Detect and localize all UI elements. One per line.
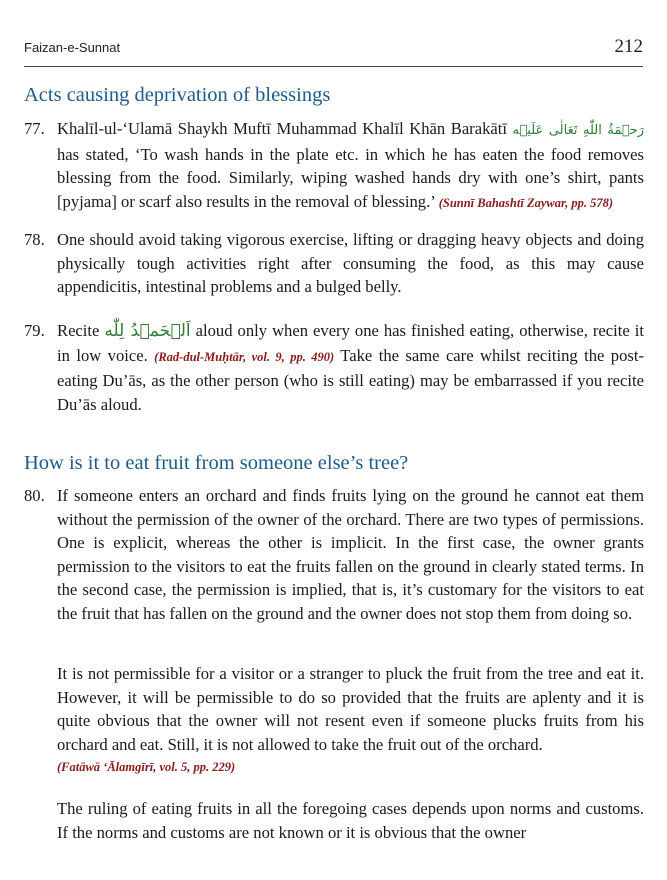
reference-citation: (Fatāwā ‘Ālamgīrī, vol. 5, pp. 229)	[57, 760, 236, 774]
item-number: 80.	[24, 486, 45, 505]
item-text: If someone enters an orchard and finds fruits lying on the ground he cannot eat them without the permission of the owner of the orchard. There are two types of permissions. One is explicit, whereas the other is implicit. In the first case, the owner grants permission to the visitors to eat the fruits fallen on the ground in clearly stated terms. In the second case, the permission is implied, that is, it’s customary for the visitors to eat the fruit that has fallen on the ground and the owner does not stop them from doing so.	[57, 486, 644, 623]
arabic-invocation: رَحۡمَةُ اللّٰهِ تَعَالٰی عَلَیۡه	[512, 123, 644, 138]
item-text: One should avoid taking vigorous exercise, lifting or dragging heavy objects and doing physically tough activities right after consuming the food, as this may cause appendicitis, intestinal problems and a bulged belly.	[57, 230, 644, 296]
section-heading-blessings: Acts causing deprivation of blessings	[24, 84, 331, 106]
item-number: 77.	[24, 119, 45, 138]
list-item-77	[24, 117, 644, 215]
reference-citation: (Rad-dul-Muḥtār, vol. 9, pp. 490)	[154, 349, 335, 364]
item-number: 79.	[24, 321, 45, 340]
header-divider	[24, 66, 643, 67]
item-number: 78.	[24, 230, 45, 249]
list-item-78	[24, 228, 644, 299]
reference-citation: (Sunnī Bahashtī Zaywar, pp. 578)	[438, 195, 614, 210]
item-text: Khalīl-ul-‘Ulamā Shaykh Muftī Muhammad Khalīl Khān Barakātī رَحۡمَةُ اللّٰهِ تَعَالٰی عَلَیۡه has stated, ‘To wash hands in the plate etc. in which he has eaten the food removes blessing from the food. Similarly, wiping washed hands dry with one’s shirt, pants [pyjama] or scarf also results in the removal of blessing.’ (Sunnī Bahashtī Zaywar, pp. 578)	[57, 119, 644, 211]
section-heading-fruit: How is it to eat fruit from someone else’s tree?	[24, 452, 409, 474]
arabic-alhamdulillah: اَلۡحَمۡدُ لِلّٰه	[104, 321, 191, 341]
list-item-79	[24, 319, 644, 416]
page-header	[24, 36, 643, 62]
list-item-80	[24, 484, 644, 625]
item-text: Recite اَلۡحَمۡدُ لِلّٰه aloud only when every one has finished eating, otherwise, recite it in low voice. (Rad-dul-Muḥtār, vol. 9, pp. 490) Take the same care whilst reciting the post-eating Du’ās, as the other person (who is still eating) may be embarrassed if you recite Du’ās aloud.	[57, 321, 644, 414]
page-number: 212	[614, 36, 643, 57]
paragraph-norms-customs: The ruling of eating fruits in all the foregoing cases depends upon norms and customs. If the norms and customs are not known or it is obvious that the owner	[57, 799, 644, 842]
paragraph-plucking-fruit: It is not permissible for a visitor or a stranger to pluck the fruit from the tree and eat it. However, it will be permissible to do so provided that the fruits are aplenty and it is quite obvious that the owner will not resent even if someone plucks fruits from his orchard and eat. Still, it is not allowed to take the fruit out of the orchard. (Fatāwā ‘Ālamgīrī, vol. 5, pp. 229)	[57, 662, 644, 780]
book-title: Faizan-e-Sunnat	[24, 40, 121, 55]
